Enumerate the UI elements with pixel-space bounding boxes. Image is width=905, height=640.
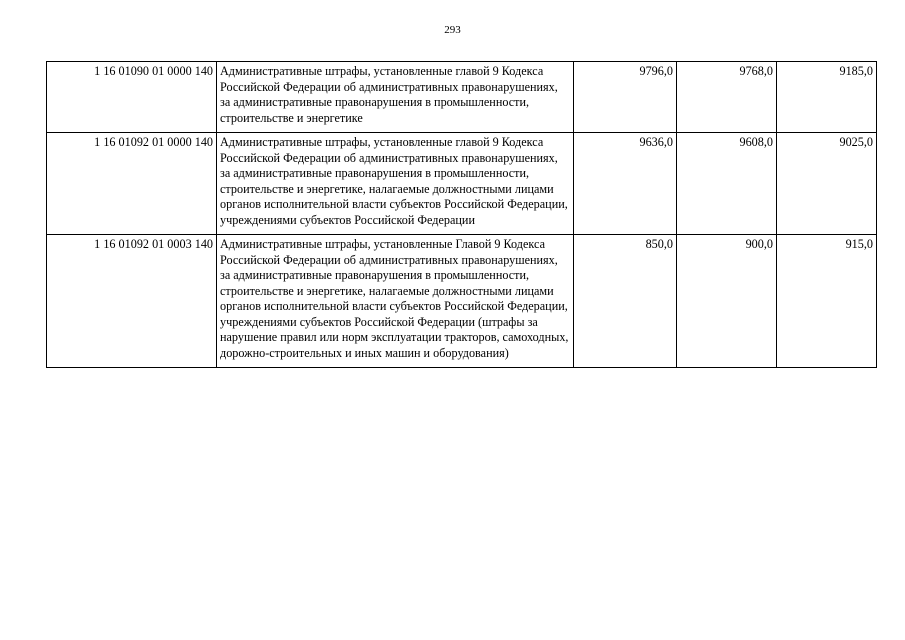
value-cell: 900,0 [677, 235, 777, 368]
value-cell: 9185,0 [777, 62, 877, 133]
table-row [47, 235, 877, 368]
description-cell: Административные штрафы, установленные главой 9 Кодекса Российской Федерации об административных правонарушениях, за административные правонарушения в промышленности, строительстве и энергетике, налагаемые должностными лицами органов исполнительной власти субъектов Российской Федерации, учреждениями субъектов Российской Федерации [217, 133, 574, 235]
description-cell: Административные штрафы, установленные Главой 9 Кодекса Российской Федерации об административных правонарушениях, за административные правонарушения в промышленности, строительстве и энергетике, налагаемые должностными лицами органов исполнительной власти субъектов Российской Федерации, учреждениями субъектов Российской Федерации (штрафы за нарушение правил или норм эксплуатации тракторов, самоходных, дорожно-строительных и иных машин и оборудования) [217, 235, 574, 368]
table-row [47, 133, 877, 235]
table-row [47, 62, 877, 133]
value-cell: 9025,0 [777, 133, 877, 235]
budget-code-cell: 1 16 01092 01 0003 140 [47, 235, 217, 368]
value-cell: 9796,0 [574, 62, 677, 133]
value-cell: 850,0 [574, 235, 677, 368]
budget-code-cell: 1 16 01092 01 0000 140 [47, 133, 217, 235]
value-cell: 9768,0 [677, 62, 777, 133]
budget-code-cell: 1 16 01090 01 0000 140 [47, 62, 217, 133]
budget-table [46, 61, 877, 368]
page-number: 293 [444, 24, 461, 36]
value-cell: 915,0 [777, 235, 877, 368]
value-cell: 9636,0 [574, 133, 677, 235]
value-cell: 9608,0 [677, 133, 777, 235]
description-cell: Административные штрафы, установленные главой 9 Кодекса Российской Федерации об административных правонарушениях, за административные правонарушения в промышленности, строительстве и энергетике [217, 62, 574, 133]
